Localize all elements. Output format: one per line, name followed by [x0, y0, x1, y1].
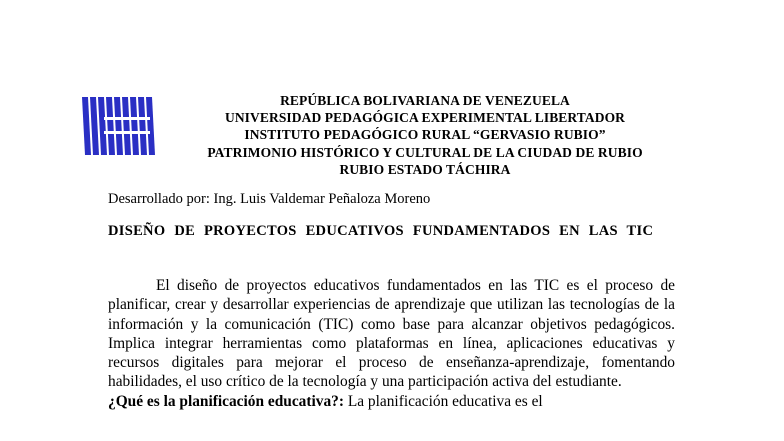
body-text: [108, 276, 675, 411]
header-line-1: REPÚBLICA BOLIVARIANA DE VENEZUELA: [280, 93, 570, 108]
header-line-3: INSTITUTO PEDAGÓGICO RURAL “GERVASIO RUBIO”: [244, 127, 606, 143]
header-line-4: PATRIMONIO HISTÓRICO Y CULTURAL DE LA CIUDAD DE RUBIO: [207, 144, 643, 160]
question-label: ¿Qué es la planificación educativa?:: [108, 392, 344, 410]
paragraph-2: [108, 392, 675, 411]
author-line: Desarrollado por: Ing. Luis Valdemar Peñaloza Moreno: [108, 191, 431, 207]
paragraph-1: El diseño de proyectos educativos fundamentados en las TIC es el proceso de planificar, crear y desarrollar experiencias de aprendizaje que utilizan las tecnologías de la información y la comunicación (TIC) como base para alcanzar objetivos pedagógicos. Implica integrar herramientas como plataformas en línea, aplicaciones educativas y recursos digitales para mejorar el proceso de enseñanza-aprendizaje, fomentando habilidades, el uso crítico de la tecnología y una participación activa del estudiante.: [108, 277, 675, 391]
institution-header: [150, 92, 700, 178]
document-title: DISEÑO DE PROYECTOS EDUCATIVOS FUNDAMENTADOS EN LAS TIC: [108, 223, 654, 239]
question-text: La planificación educativa es el: [344, 392, 543, 410]
header-line-5: RUBIO ESTADO TÁCHIRA: [339, 161, 511, 177]
header-line-2: UNIVERSIDAD PEDAGÓGICA EXPERIMENTAL LIBERTADOR: [224, 110, 626, 126]
